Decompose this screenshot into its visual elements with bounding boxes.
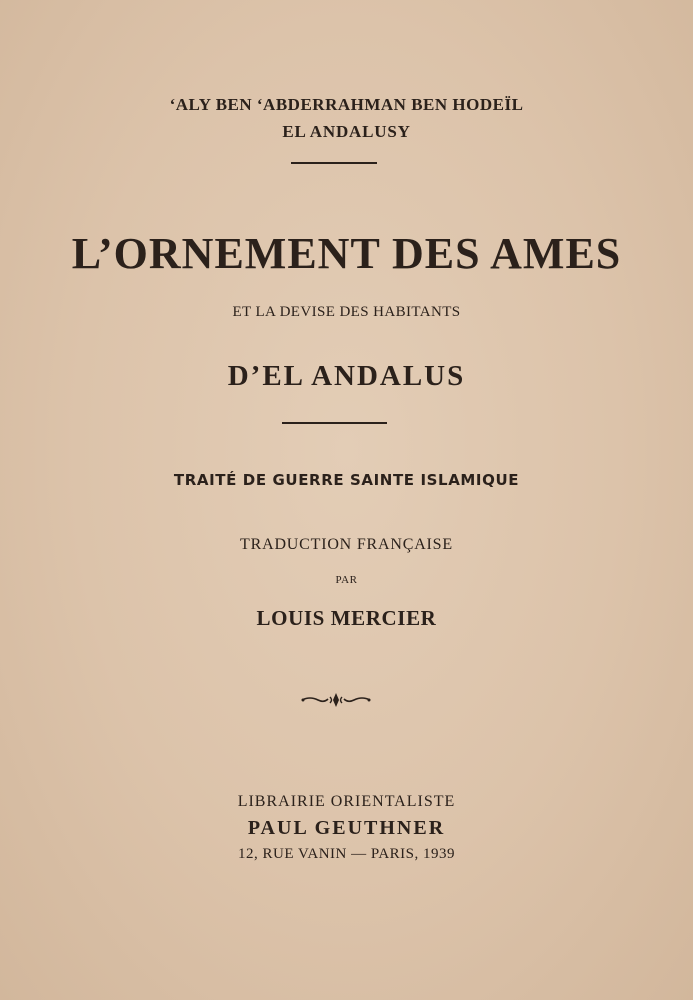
divider-rule [282, 422, 387, 424]
publisher-owner: PAUL GEUTHNER [247, 817, 446, 839]
publisher-address: 12, RUE VANIN — PARIS, 1939 [237, 846, 455, 862]
translator-name: LOUIS MERCIER [256, 606, 437, 630]
translation-label: TRADUCTION FRANÇAISE [240, 536, 453, 553]
ornament-fleuron-icon [300, 692, 372, 708]
by-label: PAR [335, 574, 358, 586]
book-description: TRAITÉ DE GUERRE SAINTE ISLAMIQUE [173, 471, 520, 489]
publisher-name: LIBRAIRIE ORIENTALISTE [237, 793, 456, 810]
author-nisba: EL ANDALUSY [282, 122, 411, 141]
book-subtitle: ET LA DEVISE DES HABITANTS [232, 304, 461, 320]
divider-rule [291, 162, 377, 164]
book-title: L’ORNEMENT DES AMES [71, 229, 622, 278]
author-name: ʻALY BEN ʻABDERRAHMAN BEN HODEÏL [169, 95, 524, 114]
book-subtitle-place: D’EL ANDALUS [227, 360, 466, 392]
